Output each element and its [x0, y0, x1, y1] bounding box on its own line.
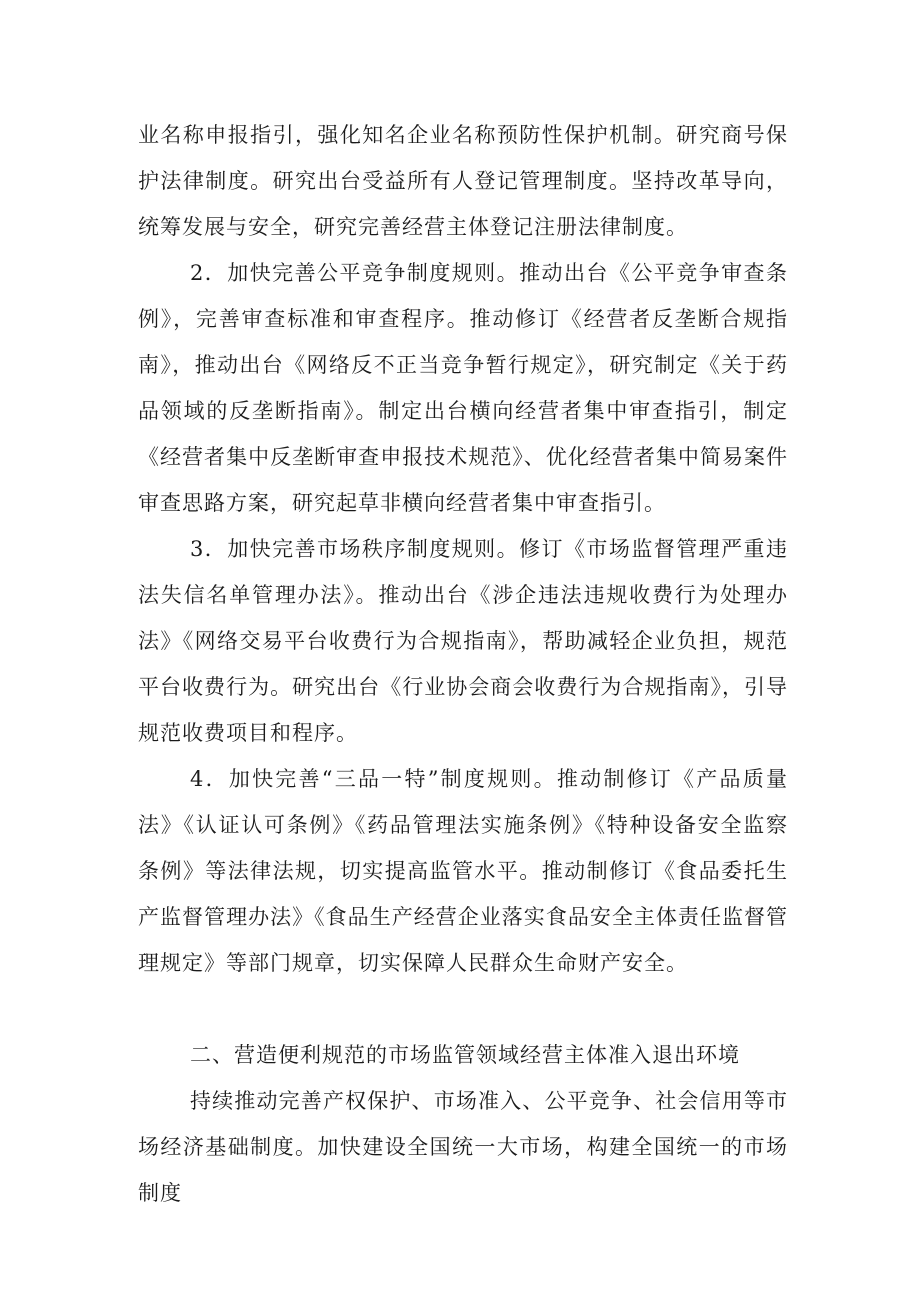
paragraph-continuation: 业名称申报指引，强化知名企业名称预防性保护机制。研究商号保护法律制度。研究出台受益所有人登记管理制度。坚持改革导向，统筹发展与安全，研究完善经营主体登记注册法律制度。 — [138, 123, 788, 239]
paragraph-item-2: 2．加快完善公平竞争制度规则。推动出台《公平竞争审查条例》，完善审查标准和审查程序。推动修订《经营者反垄断合规指南》，推动出台《网络反不正当竞争暂行规定》，研究制定《关于药品领域的反垄断指南》。制定出台横向经营者集中审查指引，制定《经营者集中反垄断审查申报技术规范》、优化经营者集中简易案件审查思路方案，研究起草非横向经营者集中审查指引。 — [138, 261, 788, 515]
paragraph-section-body: 持续推动完善产权保护、市场准入、公平竞争、社会信用等市场经济基础制度。加快建设全国统一大市场，构建全国统一的市场制度 — [138, 1089, 788, 1205]
paragraph-item-3: 3．加快完善市场秩序制度规则。修订《市场监督管理严重违法失信名单管理办法》。推动出台《涉企违法违规收费行为处理办法》《网络交易平台收费行为合规指南》，帮助减轻企业负担，规范平台收费行为。研究出台《行业协会商会收费行为合规指南》，引导规范收费项目和程序。 — [138, 537, 788, 745]
section-heading: 二、营造便利规范的市场监管领域经营主体准入退出环境 — [190, 1043, 740, 1067]
paragraph-item-4: 4．加快完善“三品一特”制度规则。推动制修订《产品质量法》《认证认可条例》《药品管理法实施条例》《特种设备安全监察条例》等法律法规，切实提高监管水平。推动制修订《食品委托生产监督管理办法》《食品生产经营企业落实食品安全主体责任监督管理规定》等部门规章，切实保障人民群众生命财产安全。 — [138, 767, 788, 975]
